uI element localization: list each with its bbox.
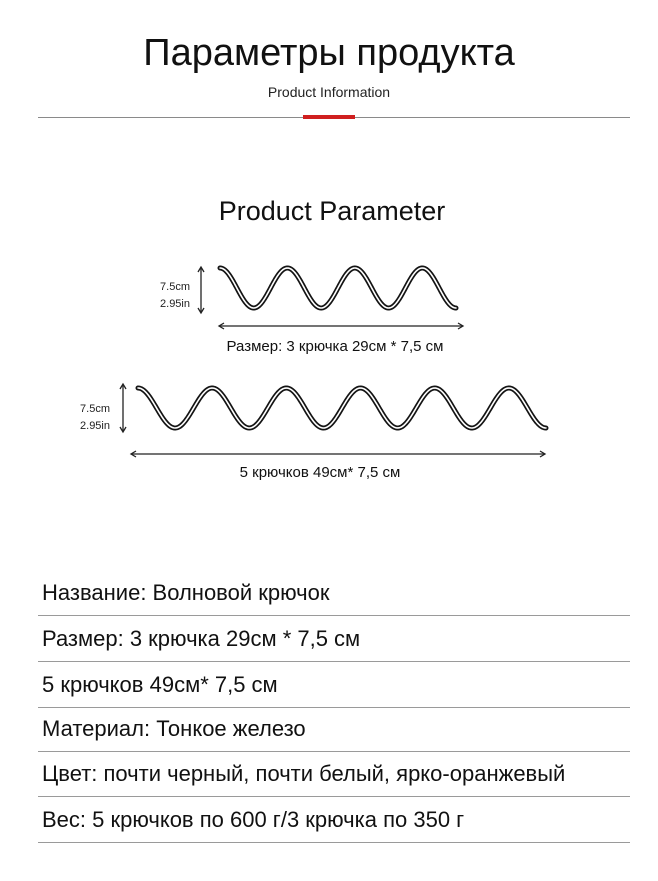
- wave-end-hole-right: [453, 273, 456, 276]
- product-3-width-arrow: [218, 321, 464, 331]
- wave-wire-highlight: [138, 388, 546, 428]
- spec-row-color: [38, 751, 630, 797]
- spec-row-size: [38, 616, 630, 662]
- product-5-width-arrow: [130, 449, 546, 459]
- spec-weight-text: Вес: 5 крючков по 600 г/3 крючка по 350 г: [42, 807, 465, 832]
- section-title: Product Parameter: [218, 196, 446, 226]
- product-5-height-arrow: [118, 383, 128, 435]
- wave-wire-highlight: [220, 268, 456, 308]
- spec-name-text: Название: Волновой крючок: [42, 580, 330, 605]
- wave-end-hole-left: [221, 273, 224, 276]
- product-3-caption: Размер: 3 крючка 29см * 7,5 см: [226, 338, 444, 355]
- product-3-height-arrow: [196, 266, 206, 316]
- page-title: Параметры продукта: [143, 32, 515, 74]
- spec-material-text: Материал: Тонкое железо: [42, 716, 306, 741]
- wave-end-hole-left: [139, 393, 142, 396]
- wave-hook-5-image: [130, 378, 560, 438]
- spec-color-text: Цвет: почти черный, почти белый, ярко-оранжевый: [42, 761, 566, 786]
- product-5-caption: 5 крючков 49см* 7,5 см: [239, 464, 401, 481]
- spec-row-name: [38, 570, 630, 616]
- spec-row-material: [38, 706, 630, 752]
- product-3-height-in: 2.95in: [160, 298, 190, 310]
- wave-end-hole-right: [543, 393, 546, 396]
- spec-size-5-text: 5 крючков 49см* 7,5 см: [42, 672, 278, 697]
- page-subtitle: Product Information: [267, 84, 391, 100]
- wave-hook-3-image: [212, 258, 472, 318]
- product-3-height-cm: 7.5cm: [160, 281, 190, 293]
- spec-size-text: Размер: 3 крючка 29см * 7,5 см: [42, 626, 361, 651]
- spec-row-size-5: [38, 662, 630, 708]
- product-5-height-in: 2.95in: [80, 420, 110, 432]
- spec-row-weight: [38, 797, 630, 843]
- product-5-height-cm: 7.5cm: [80, 403, 110, 415]
- header-accent-bar: [303, 115, 355, 119]
